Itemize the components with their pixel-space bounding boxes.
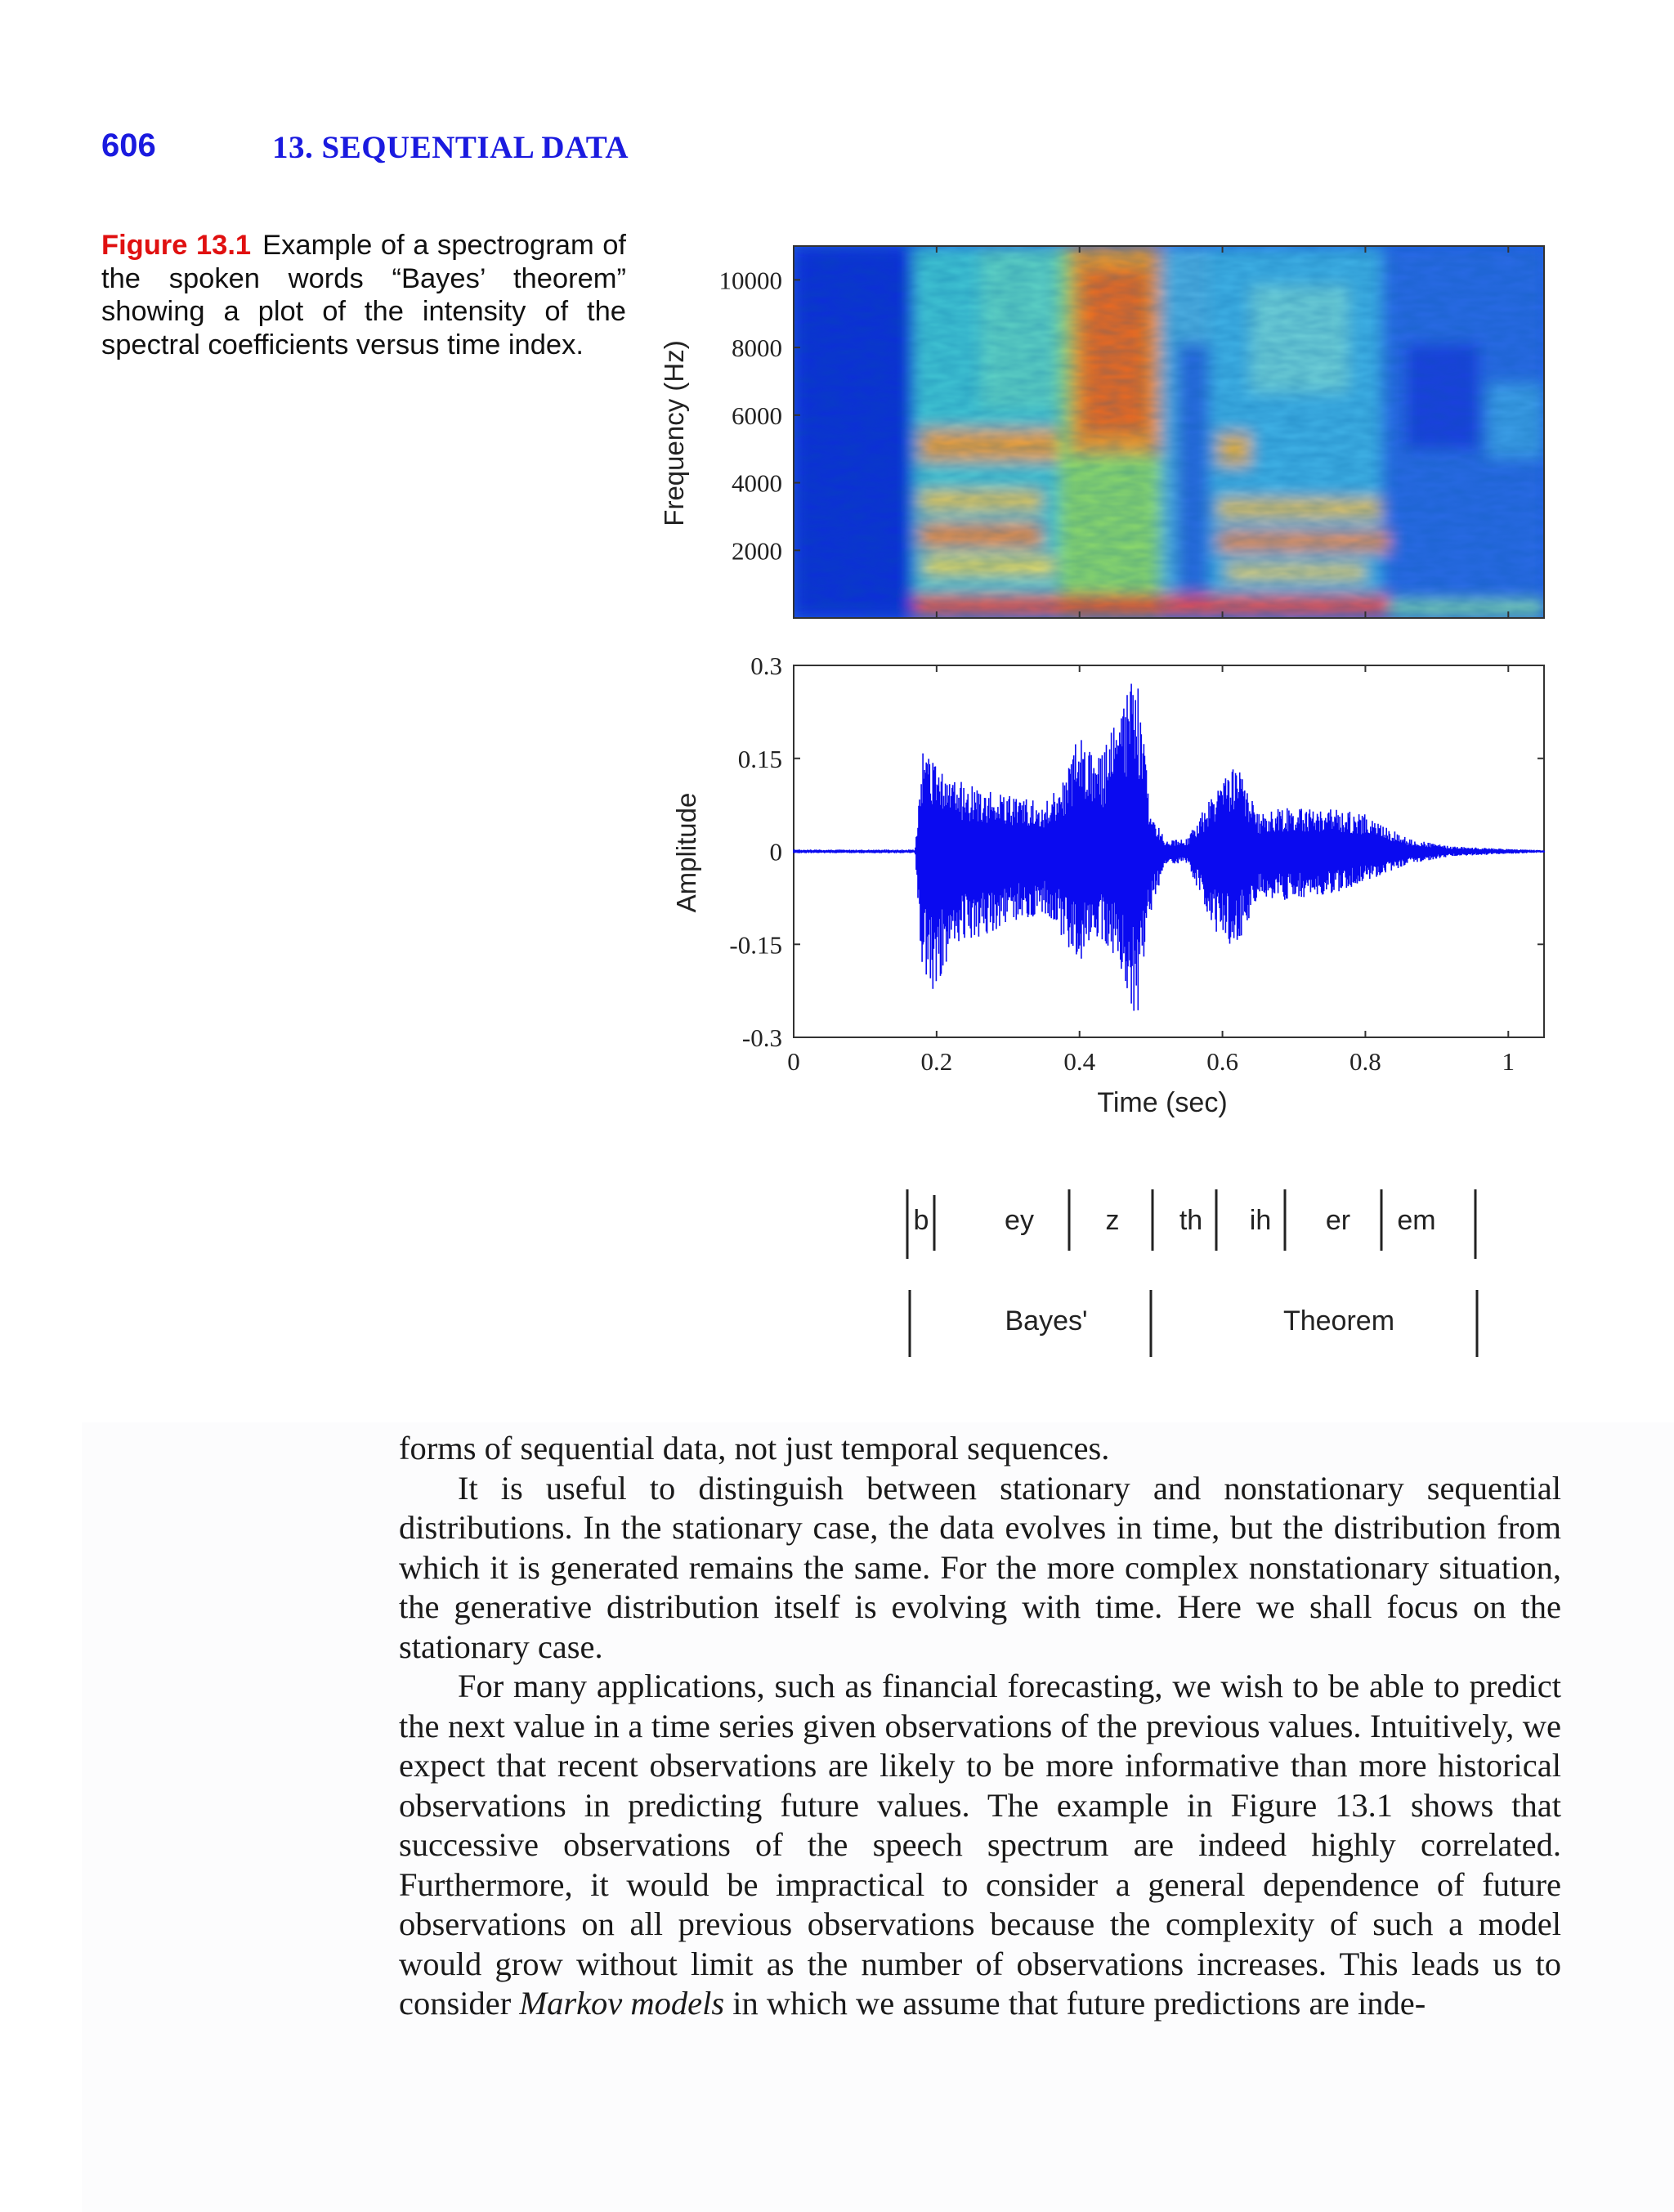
waveform-xtick-label: 0.6: [1206, 1047, 1238, 1076]
phoneme-em: em: [1397, 1205, 1436, 1236]
spectrogram-image: [794, 246, 1545, 618]
spectrogram-ytick-label: 4000: [732, 468, 782, 498]
word-bayes: Bayes': [1005, 1305, 1088, 1337]
waveform-ytick-label: 0.3: [750, 652, 782, 680]
body-text: [399, 1429, 1561, 2024]
spectrogram-ytick-label: 2000: [732, 536, 782, 566]
word-theorem: Theorem: [1282, 1305, 1395, 1337]
waveform-xtick-label: 0.4: [1063, 1047, 1096, 1076]
waveform-ylabel: Amplitude: [671, 792, 701, 913]
spectrogram-ylabel: Frequency (Hz): [659, 340, 689, 526]
phoneme-z: z: [1105, 1205, 1120, 1236]
waveform-panel: [671, 652, 1544, 1118]
waveform-xlabel: Time (sec): [1097, 1087, 1228, 1118]
waveform-xtick-label: 1: [1502, 1047, 1515, 1076]
spectrogram-ytick-label: 8000: [732, 334, 782, 363]
paragraph-3-text: For many applications, such as financial forecasting, we wish to be able to predict the next value in a time series given observations of the previous values. Intuitively, we expect that recent observations are likely to be more informative than more historical observations in predicting future values. The example in Figure 13.1 shows that successive observations of the speech spectrum are indeed highly correlated. Furthermore, it would be impractical to consider a general dependence of future observations on all previous observations because the complexity of such a model would grow without limit as the number of observations increases. This leads us to consider: [399, 1668, 1561, 2022]
waveform-xtick-label: 0.8: [1349, 1047, 1381, 1076]
phoneme-b: b: [913, 1205, 929, 1236]
waveform-ytick-label: 0.15: [737, 744, 782, 773]
phoneme-ih: ih: [1249, 1205, 1272, 1236]
running-head: 13. SEQUENTIAL DATA: [272, 130, 629, 165]
paragraph-1: forms of sequential data, not just temporal sequences.: [399, 1430, 1110, 1466]
paragraph-3: [399, 1667, 1561, 2024]
spectrogram-ytick-label: 10000: [718, 266, 782, 295]
paragraph-2: It is useful to distinguish between stationary and nonstationary sequential distributions. In the stationary case, the data evolves in time, but the distribution from which it is generated remains the same. For the more complex nonstationary situation, the generative distribution itself is evolving with time. Here we shall focus on the stationary case.: [399, 1469, 1561, 1665]
phoneme-th: th: [1179, 1205, 1203, 1236]
paragraph-3-end: in which we assume that future predictions are inde-: [724, 1985, 1426, 2022]
waveform-xtick-label: 0: [787, 1047, 800, 1076]
waveform-ytick-label: -0.3: [741, 1023, 782, 1052]
spectrogram-ytick-label: 6000: [732, 401, 782, 430]
caption-text: Example of a spectrogram of the spoken words “Bayes’ theorem” showing a plot of the intensity of the spectral coefficients versus time index.: [101, 230, 626, 360]
spectrogram-panel: [659, 246, 1545, 618]
phoneme-er: er: [1325, 1205, 1351, 1236]
page-number: 606: [101, 128, 156, 163]
term-markov-models: Markov models: [519, 1985, 725, 2022]
waveform-ytick-label: -0.15: [729, 930, 782, 960]
phoneme-ey: ey: [1005, 1205, 1034, 1236]
waveform-xtick-label: 0.2: [920, 1047, 953, 1076]
waveform-ytick-label: 0: [769, 837, 782, 866]
figure-label: Figure 13.1: [101, 230, 252, 261]
